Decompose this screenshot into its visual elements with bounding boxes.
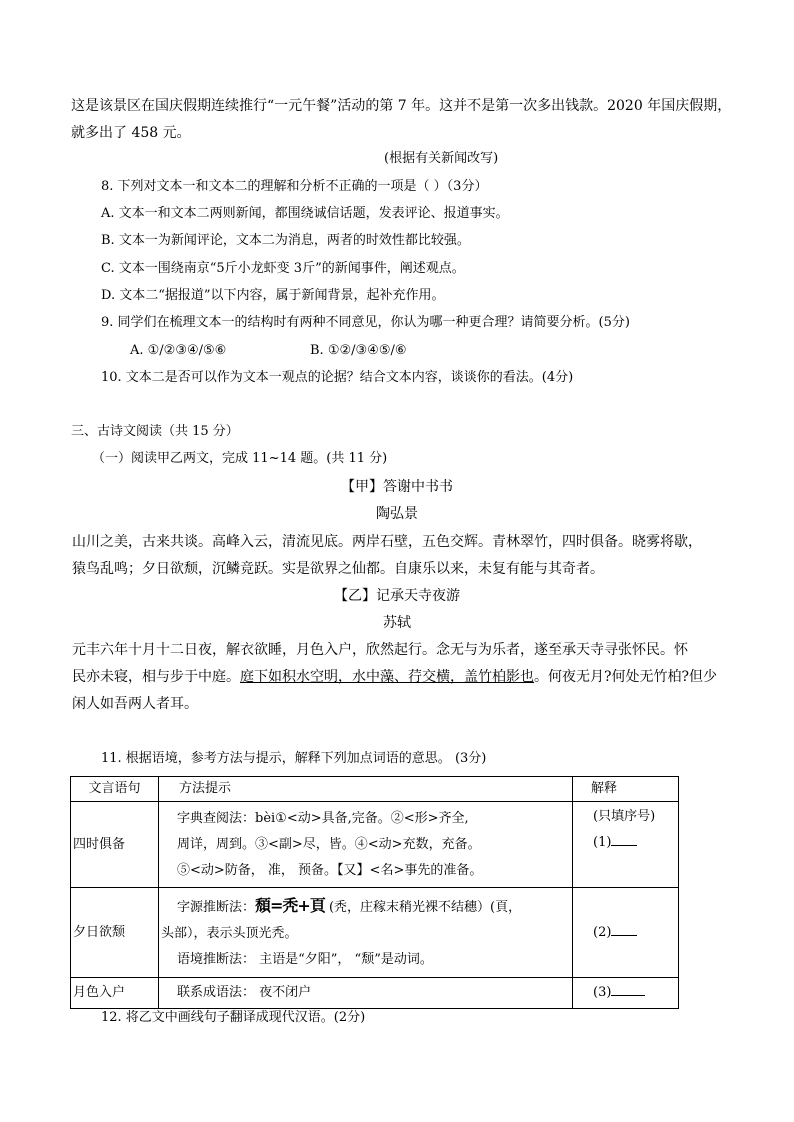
q8-option-d: D. 文本二“据报道”以下内容，属于新闻背景，起补充作用。 <box>101 288 445 303</box>
table-row <box>71 802 679 888</box>
para1-line2: 就多出了 458 元。 <box>71 125 191 141</box>
row1-hint <box>159 802 573 888</box>
yi-line3: 闲人如吾两人者耳。 <box>72 696 198 712</box>
row2-hint-line1: 字源推断法：頹=秃+頁 (秃，庄稼末稍光裸不结穗）(頁， <box>161 893 570 921</box>
source-note: (根据有关新闻改写) <box>384 151 499 166</box>
header-phrase: 文言语句 <box>71 777 159 802</box>
q11-table <box>70 776 679 1009</box>
row2-hint-line3: 语境推断法： 主语是“夕阳”， “颓”是动词。 <box>177 951 433 967</box>
section3-sub: （一）阅读甲乙两文，完成 11~14 题。(共 11 分) <box>92 451 388 466</box>
table-header-row <box>71 777 679 802</box>
jia-author: 陶弘景 <box>376 506 418 522</box>
answer-1[interactable]: (1) <box>593 830 676 856</box>
row3-answer <box>573 978 679 1009</box>
row2-answer <box>573 888 679 978</box>
jia-title: 【甲】答谢中书书 <box>341 479 453 495</box>
yi-line1: 元丰六年十月十二日夜，解衣欲睡，月色入户，欣然起行。念无与为乐者，遂至承天寺寻张怀民。怀 <box>72 642 688 658</box>
header-hint: 方法提示 <box>159 777 573 802</box>
para1-line1: 这是该景区在国庆假期连续推行“一元午餐”活动的第 7 年。这并不是第一次多出钱款。2020 年国庆假期， <box>71 98 732 114</box>
row3-phrase: 月色入户 <box>71 978 159 1009</box>
section3-title: 三、古诗文阅读（共 15 分） <box>71 424 239 439</box>
row1-phrase: 四时俱备 <box>71 802 159 888</box>
q10-stem: 10. 文本二是否可以作为文本一观点的论据？结合文本内容，谈谈你的看法。(4分) <box>101 370 574 385</box>
row1-hint-line3: ⑤<动>防备， 准， 预备。【又】<名>事先的准备。 <box>177 862 483 878</box>
table-row <box>71 888 679 978</box>
row2-hint-line2: 头部），表示头顶光秃。 <box>161 925 298 941</box>
q9-option-a: A. ①/②③④/⑤⑥ <box>130 343 227 358</box>
yi-title: 【乙】记承天寺夜游 <box>334 588 460 604</box>
q8-stem: 8. 下列对文本一和文本二的理解和分析不正确的一项是（ ）（3分） <box>101 179 488 194</box>
row3-hint: 联系成语法： 夜不闭户 <box>159 978 573 1009</box>
yi-line2-pre: 民亦未寝，相与步于中庭。 <box>72 669 240 685</box>
q8-option-a: A. 文本一和文本二两则新闻，都围绕诚信话题，发表评论、报道事实。 <box>101 206 509 221</box>
underlined-sentence: 庭下如积水空明，水中藻、荇交横，盖竹柏影也 <box>240 669 534 685</box>
q9-stem: 9. 同学们在梳理文本一的结构时有两种不同意见，你认为哪一种更合理？请简要分析。(5分) <box>101 315 630 330</box>
answer-2[interactable]: (2) <box>593 920 676 946</box>
row1-hint-line2: 周详，周到。③<副>尽，皆。④<动>充数，充备。 <box>177 836 481 852</box>
q8-option-c: C. 文本一围绕南京“5斤小龙虾变 3斤”的新闻事件，阐述观点。 <box>101 261 465 276</box>
row1-answer-label: (只填序号) <box>593 809 656 824</box>
q9-option-b: B. ①②/③④⑤/⑥ <box>310 343 407 358</box>
q12-stem: 12. 将乙文中画线句子翻译成现代汉语。(2分) <box>101 1010 366 1025</box>
jia-line2: 猿鸟乱鸣；夕日欲颓，沉鳞竞跃。实是欲界之仙都。自康乐以来，未复有能与其奇者。 <box>72 561 604 577</box>
header-answer: 解释 <box>573 777 679 802</box>
yi-line2-post: 。何夜无月?何处无竹柏?但少 <box>534 669 718 685</box>
q11-stem: 11. 根据语境，参考方法与提示，解释下列加点词语的意思。 (3分) <box>101 751 487 766</box>
yi-line2 <box>72 668 717 686</box>
row2-phrase: 夕日欲颓 <box>71 888 159 978</box>
row2-hint <box>159 888 573 978</box>
q8-option-b: B. 文本一为新闻评论，文本二为消息，两者的时效性都比较强。 <box>101 233 470 248</box>
character-etymology-image: 頹=秃+頁 <box>255 895 325 915</box>
row1-hint-line1: 字典查阅法：bèi①<动>具备,完备。②<形>齐全, <box>177 810 469 826</box>
table-row <box>71 978 679 1009</box>
answer-3[interactable]: (3) <box>593 980 676 1006</box>
yi-author: 苏轼 <box>383 615 411 631</box>
row1-answer <box>573 802 679 888</box>
jia-line1: 山川之美，古来共谈。高峰入云，清流见底。两岸石壁，五色交辉。青林翠竹，四时俱备。晓雾将歇， <box>72 534 702 550</box>
